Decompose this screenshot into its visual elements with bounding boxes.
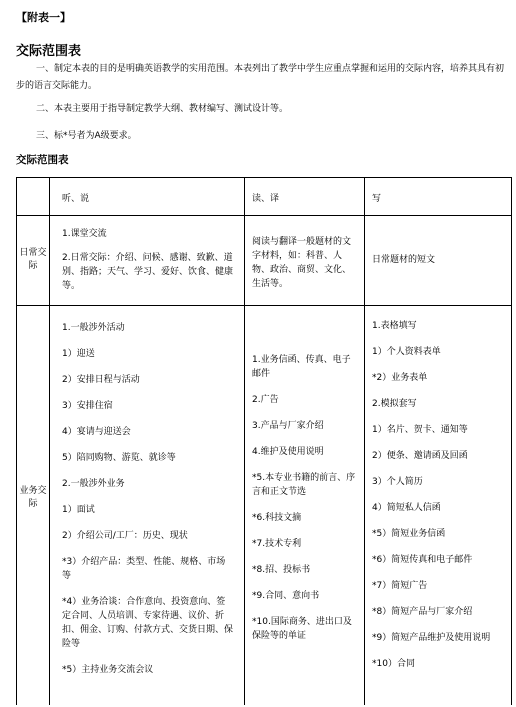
list-item: 1.表格填写: [372, 321, 417, 331]
list-item: 1）迎送: [62, 349, 95, 359]
list-item: 4）简短私人信函: [372, 503, 441, 513]
business-write-cell: [372, 319, 508, 683]
list-item: 3）个人简历: [372, 477, 423, 487]
page-title: 交际范围表: [16, 44, 82, 59]
list-item: *4）业务洽谈：合作意向、投资意向、签定合同、人员培训、专家待遇、议价、折扣、佣金、订购、付款方式、交货日期、保险等: [62, 597, 234, 649]
intro-paragraph-3: 三、标*号者为A级要求。: [36, 131, 137, 141]
header-write: 写: [372, 194, 382, 204]
intro-paragraph-2: 二、本表主要用于指导制定教学大纲、教材编写、测试设计等。: [36, 104, 289, 114]
list-item: 阅读与翻译一般题材的文字材料，如：科普、人物、政治、商贸、文化、生活等。: [252, 237, 352, 289]
daily-read-translate-cell: [252, 235, 358, 303]
list-item: 4）宴请与迎送会: [62, 427, 131, 437]
list-item: *5.本专业书籍的前言、序言和正文节选: [252, 473, 356, 497]
header-read-translate: 读、译: [252, 194, 280, 204]
communication-scope-table: [16, 177, 512, 705]
list-item: *7）简短广告: [372, 581, 428, 591]
intro-paragraph-1: 一、制定本表的目的是明确英语教学的实用范围。本表列出了教学中学生应重点掌握和运用的交际内容，培养其具有初步的语言交际能力。: [16, 64, 505, 91]
list-item: 5）陪同购物、游览、就诊等: [62, 453, 176, 463]
daily-write-cell: [372, 253, 504, 279]
row-label-business: 业务交际: [19, 486, 47, 509]
list-item: 2）便条、邀请函及回函: [372, 451, 468, 461]
table-row-divider-2: [16, 305, 512, 306]
table-border-left: [16, 177, 17, 705]
list-item: *2）业务表单: [372, 373, 428, 383]
list-item: 1.一般涉外活动: [62, 323, 125, 333]
list-item: 2.一般涉外业务: [62, 479, 125, 489]
list-item: *10.国际商务、进出口及保险等的单证: [252, 617, 352, 641]
list-item: *6）简短传真和电子邮件: [372, 555, 473, 565]
daily-listen-speak-cell: [62, 227, 234, 305]
list-item: 4.维护及使用说明: [252, 447, 324, 457]
header-listen-speak: 听、说: [62, 194, 90, 204]
list-item: 2.日常交际：介绍、问候、感谢、致歉、道别、指路；天气、学习、爱好、饮食、健康等。: [62, 253, 234, 291]
list-item: *7.技术专利: [252, 539, 302, 549]
list-item: *10）合同: [372, 659, 415, 669]
list-item: 2.模拟套写: [372, 399, 417, 409]
table-col-divider-3: [364, 177, 365, 705]
table-border-right: [511, 177, 512, 705]
list-item: *8）简短产品与厂家介绍: [372, 607, 473, 617]
list-item: 日常题材的短文: [372, 255, 436, 265]
list-item: *5）简短业务信函: [372, 529, 446, 539]
list-item: 2）介绍公司/工厂：历史、现状: [62, 531, 188, 541]
business-read-translate-cell: [252, 353, 358, 655]
list-item: *5）主持业务交流会议: [62, 665, 154, 675]
table-row-divider-1: [16, 215, 512, 216]
list-item: 2.广告: [252, 395, 279, 405]
list-item: 1）个人资料表单: [372, 347, 441, 357]
business-listen-speak-cell: [62, 321, 234, 689]
table-col-divider-2: [244, 177, 245, 705]
list-item: *3）介绍产品：类型、性能、规格、市场等: [62, 557, 226, 581]
list-item: *6.科技文摘: [252, 513, 302, 523]
row-label-daily: 日常交际: [19, 248, 47, 271]
list-item: 1.课堂交流: [62, 229, 107, 239]
list-item: *8.招、投标书: [252, 565, 311, 575]
list-item: 2）安排日程与活动: [62, 375, 140, 385]
list-item: 1）面试: [62, 505, 95, 515]
list-item: 1）名片、贺卡、通知等: [372, 425, 468, 435]
table-col-divider-1: [49, 177, 50, 705]
list-item: 3）安排住宿: [62, 401, 113, 411]
list-item: 3.产品与厂家介绍: [252, 421, 324, 431]
list-item: *9）简短产品维护及使用说明: [372, 633, 491, 643]
list-item: 1.业务信函、传真、电子邮件: [252, 355, 351, 379]
table-title: 交际范围表: [16, 154, 69, 166]
table-border-top: [16, 177, 512, 178]
list-item: *9.合同、意向书: [252, 591, 320, 601]
appendix-label: 【附表一】: [16, 11, 71, 24]
